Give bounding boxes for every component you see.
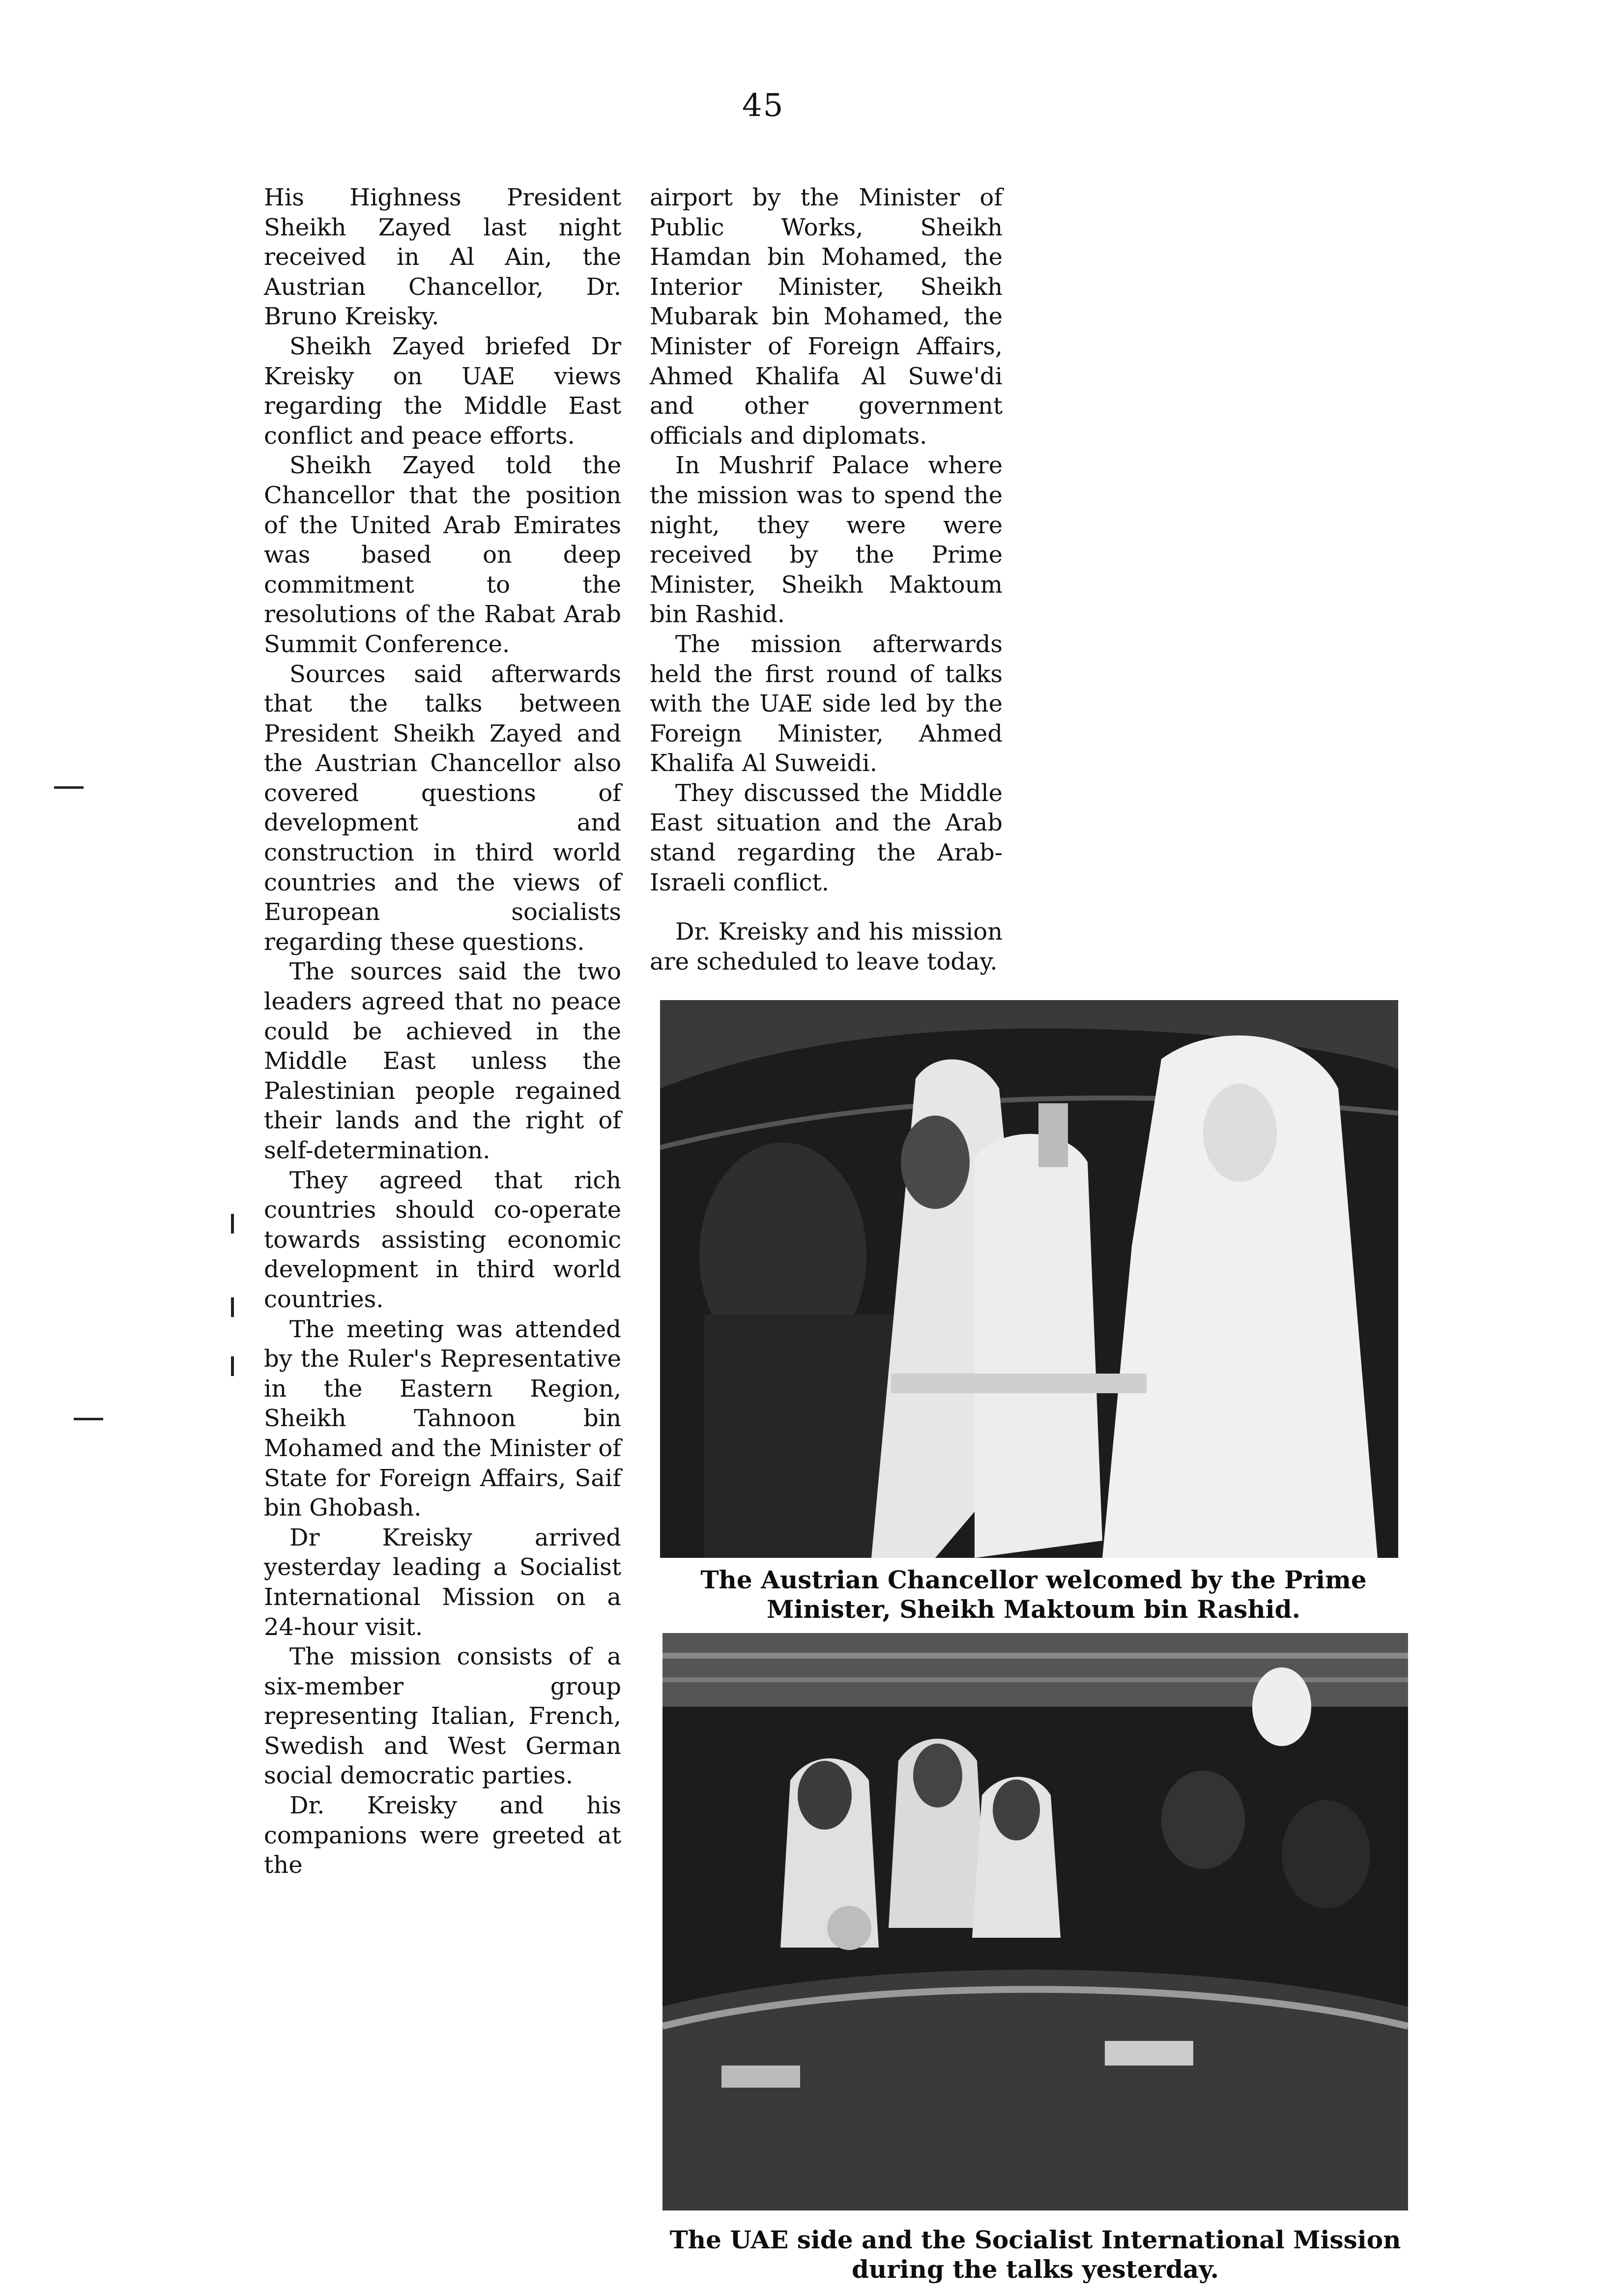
page-number: 45	[742, 87, 784, 124]
paragraph: Sheikh Zayed told the Chancellor that the position of the United Arab Emirates was based on deep commitment to the resolutions of the Rabat Arab Summit Conference.	[264, 452, 621, 658]
scan-mark	[74, 1418, 103, 1420]
article-left-column	[264, 183, 621, 1880]
photo-caption: The Austrian Chancellor welcomed by the Prime Minister, Sheikh Maktoum bin Rashid.	[700, 1565, 1367, 1624]
paragraph: The meeting was attended by the Ruler's Representative in the Eastern Region, Sheikh Tahnoon bin Mohamed and the Minister of State for Foreign Affairs, Saif bin Ghobash.	[264, 1315, 621, 1522]
paragraph: Sheikh Zayed briefed Dr Kreisky on UAE views regarding the Middle East conflict and peace efforts.	[264, 332, 621, 450]
article-middle-column	[650, 183, 1003, 976]
photo-chancellor-welcome	[660, 1000, 1398, 1558]
paragraph: Dr Kreisky arrived yesterday leading a Socialist International Mission on a 24-hour visit.	[264, 1523, 621, 1641]
paragraph: The mission afterwards held the first round of talks with the UAE side led by the Foreign Minister, Ahmed Khalifa Al Suweidi.	[650, 630, 1003, 777]
scan-mark	[54, 786, 84, 789]
scan-mark	[231, 1356, 234, 1376]
paragraph: Sources said afterwards that the talks between President Sheikh Zayed and the Austrian Chancellor also covered questions of development and construction in third world countries and the views of European socialists regarding these questions.	[264, 660, 621, 956]
paragraph: Dr. Kreisky and his mission are scheduled to leave today.	[650, 918, 1003, 976]
paragraph: Dr. Kreisky and his companions were greeted at the	[264, 1792, 621, 1879]
paragraph: airport by the Minister of Public Works, Sheikh Hamdan bin Mohamed, the Interior Minister, Sheikh Mubarak bin Mohamed, the Minister of Foreign Affairs, Ahmed Khalifa Al Suwe'di and other government officials and diplomats.	[650, 184, 1003, 450]
scan-mark	[231, 1214, 234, 1234]
scan-mark	[231, 1297, 234, 1317]
paragraph: His Highness President Sheikh Zayed last night received in Al Ain, the Austrian Chancellor, Dr. Bruno Kreisky.	[264, 184, 621, 331]
photo-talks-session	[662, 1633, 1408, 2210]
paragraph: The sources said the two leaders agreed that no peace could be achieved in the Middle East unless the Palestinian people regained their lands and the right of self-determination.	[264, 958, 621, 1164]
photo-caption: The UAE side and the Socialist International Mission during the talks yesterday.	[669, 2225, 1401, 2284]
paragraph: In Mushrif Palace where the mission was to spend the night, they were were received by the Prime Minister, Sheikh Maktoum bin Rashid.	[650, 452, 1003, 629]
paragraph: They agreed that rich countries should co-operate towards assisting economic development in third world countries.	[264, 1166, 621, 1313]
paragraph: The mission consists of a six-member group representing Italian, French, Swedish and West German social democratic parties.	[264, 1643, 621, 1790]
paragraph: They discussed the Middle East situation and the Arab stand regarding the Arab-Israeli conflict.	[650, 779, 1003, 896]
